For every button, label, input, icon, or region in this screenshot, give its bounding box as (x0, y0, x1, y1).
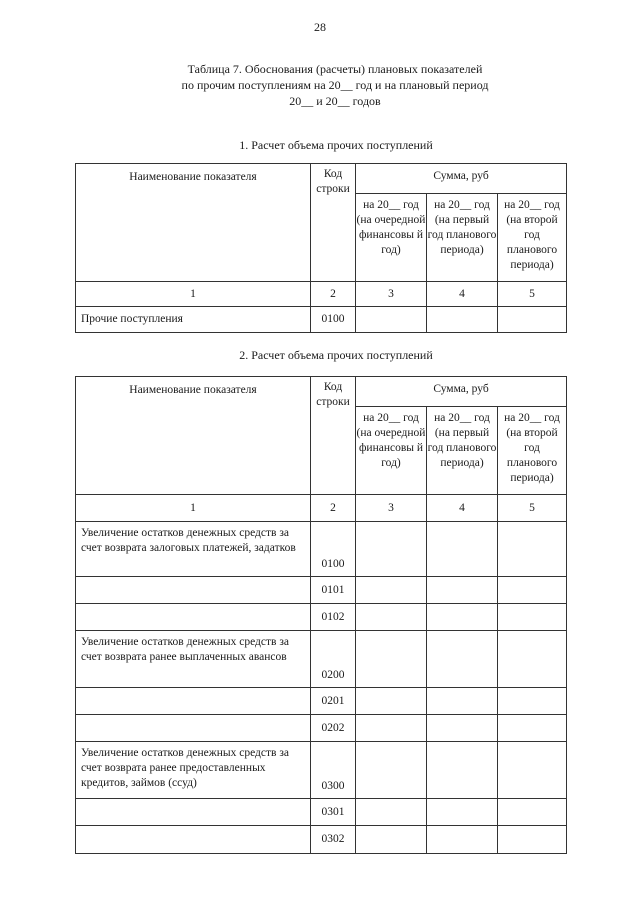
row-code: 0102 (311, 604, 356, 631)
sum-cell[interactable] (427, 715, 498, 742)
row-code: 0201 (311, 688, 356, 715)
sum-cell[interactable] (427, 522, 498, 577)
header-sum: Сумма, руб (356, 164, 567, 194)
row-name: Прочие поступления (76, 307, 311, 333)
table-row (76, 522, 567, 577)
row-name (76, 577, 311, 604)
row-code: 0301 (311, 799, 356, 826)
header-name: Наименование показателя (76, 164, 311, 282)
row-code: 0101 (311, 577, 356, 604)
column-number: 4 (427, 495, 498, 522)
sum-cell[interactable] (427, 631, 498, 688)
column-number: 5 (498, 495, 567, 522)
table-row (76, 631, 567, 688)
section-2-heading: 2. Расчет объема прочих поступлений (239, 348, 433, 362)
sum-cell[interactable] (498, 522, 567, 577)
row-code: 0100 (311, 522, 356, 577)
header-code: Код строки (311, 377, 356, 495)
column-number: 4 (427, 282, 498, 307)
column-number: 2 (311, 282, 356, 307)
column-number: 5 (498, 282, 567, 307)
sum-cell[interactable] (427, 307, 498, 333)
table-row (76, 742, 567, 799)
sum-cell[interactable] (356, 522, 427, 577)
sum-cell[interactable] (498, 799, 567, 826)
table-row (76, 688, 567, 715)
table-row (76, 307, 567, 333)
sum-cell[interactable] (356, 688, 427, 715)
column-number: 3 (356, 495, 427, 522)
section-2-table (75, 376, 567, 854)
sum-cell[interactable] (427, 799, 498, 826)
table-row (76, 577, 567, 604)
title-line: Таблица 7. Обоснования (расчеты) плановых показателей (187, 62, 483, 76)
table-row (76, 604, 567, 631)
sum-cell[interactable] (427, 826, 498, 854)
sum-cell[interactable] (356, 631, 427, 688)
sum-cell[interactable] (498, 307, 567, 333)
row-code: 0100 (311, 307, 356, 333)
table-row (76, 826, 567, 854)
sum-cell[interactable] (356, 826, 427, 854)
row-name (76, 799, 311, 826)
sum-cell[interactable] (427, 742, 498, 799)
page-number: 28 (314, 20, 326, 34)
row-name (76, 604, 311, 631)
column-number: 3 (356, 282, 427, 307)
section-1-heading: 1. Расчет объема прочих поступлений (239, 138, 433, 152)
title-line: по прочим поступлениям на 20__ год и на плановый период (181, 78, 489, 92)
row-code: 0200 (311, 631, 356, 688)
row-name: Увеличение остатков денежных средств за счет возврата ранее предоставленных кредитов, займов (ссуд) (76, 742, 311, 799)
column-number: 1 (76, 282, 311, 307)
row-name: Увеличение остатков денежных средств за счет возврата залоговых платежей, задатков (76, 522, 311, 577)
sum-cell[interactable] (498, 826, 567, 854)
sum-cell[interactable] (427, 577, 498, 604)
row-name (76, 715, 311, 742)
header-year-3: на 20__ год (на второй год планового периода) (498, 194, 567, 282)
header-code: Код строки (311, 164, 356, 282)
column-number: 1 (76, 495, 311, 522)
row-name: Увеличение остатков денежных средств за счет возврата ранее выплаченных авансов (76, 631, 311, 688)
sum-cell[interactable] (356, 715, 427, 742)
header-name: Наименование показателя (76, 377, 311, 495)
header-year-1: на 20__ год (на очередной финансовы й год) (356, 407, 427, 495)
row-code: 0202 (311, 715, 356, 742)
sum-cell[interactable] (498, 715, 567, 742)
row-code: 0302 (311, 826, 356, 854)
sum-cell[interactable] (498, 688, 567, 715)
document-title (140, 61, 530, 109)
row-code: 0300 (311, 742, 356, 799)
row-name (76, 826, 311, 854)
sum-cell[interactable] (356, 604, 427, 631)
header-sum: Сумма, руб (356, 377, 567, 407)
title-line: 20__ и 20__ годов (289, 94, 381, 108)
sum-cell[interactable] (356, 307, 427, 333)
row-name (76, 688, 311, 715)
sum-cell[interactable] (498, 604, 567, 631)
sum-cell[interactable] (427, 688, 498, 715)
sum-cell[interactable] (498, 577, 567, 604)
sum-cell[interactable] (356, 577, 427, 604)
header-year-1: на 20__ год (на очередной финансовы й год) (356, 194, 427, 282)
sum-cell[interactable] (498, 631, 567, 688)
header-year-3: на 20__ год (на второй год планового периода) (498, 407, 567, 495)
column-number: 2 (311, 495, 356, 522)
header-year-2: на 20__ год (на первый год планового периода) (427, 194, 498, 282)
sum-cell[interactable] (356, 799, 427, 826)
section-1-table (75, 163, 567, 333)
sum-cell[interactable] (427, 604, 498, 631)
table-row (76, 715, 567, 742)
header-year-2: на 20__ год (на первый год планового периода) (427, 407, 498, 495)
sum-cell[interactable] (356, 742, 427, 799)
table-row (76, 799, 567, 826)
sum-cell[interactable] (498, 742, 567, 799)
